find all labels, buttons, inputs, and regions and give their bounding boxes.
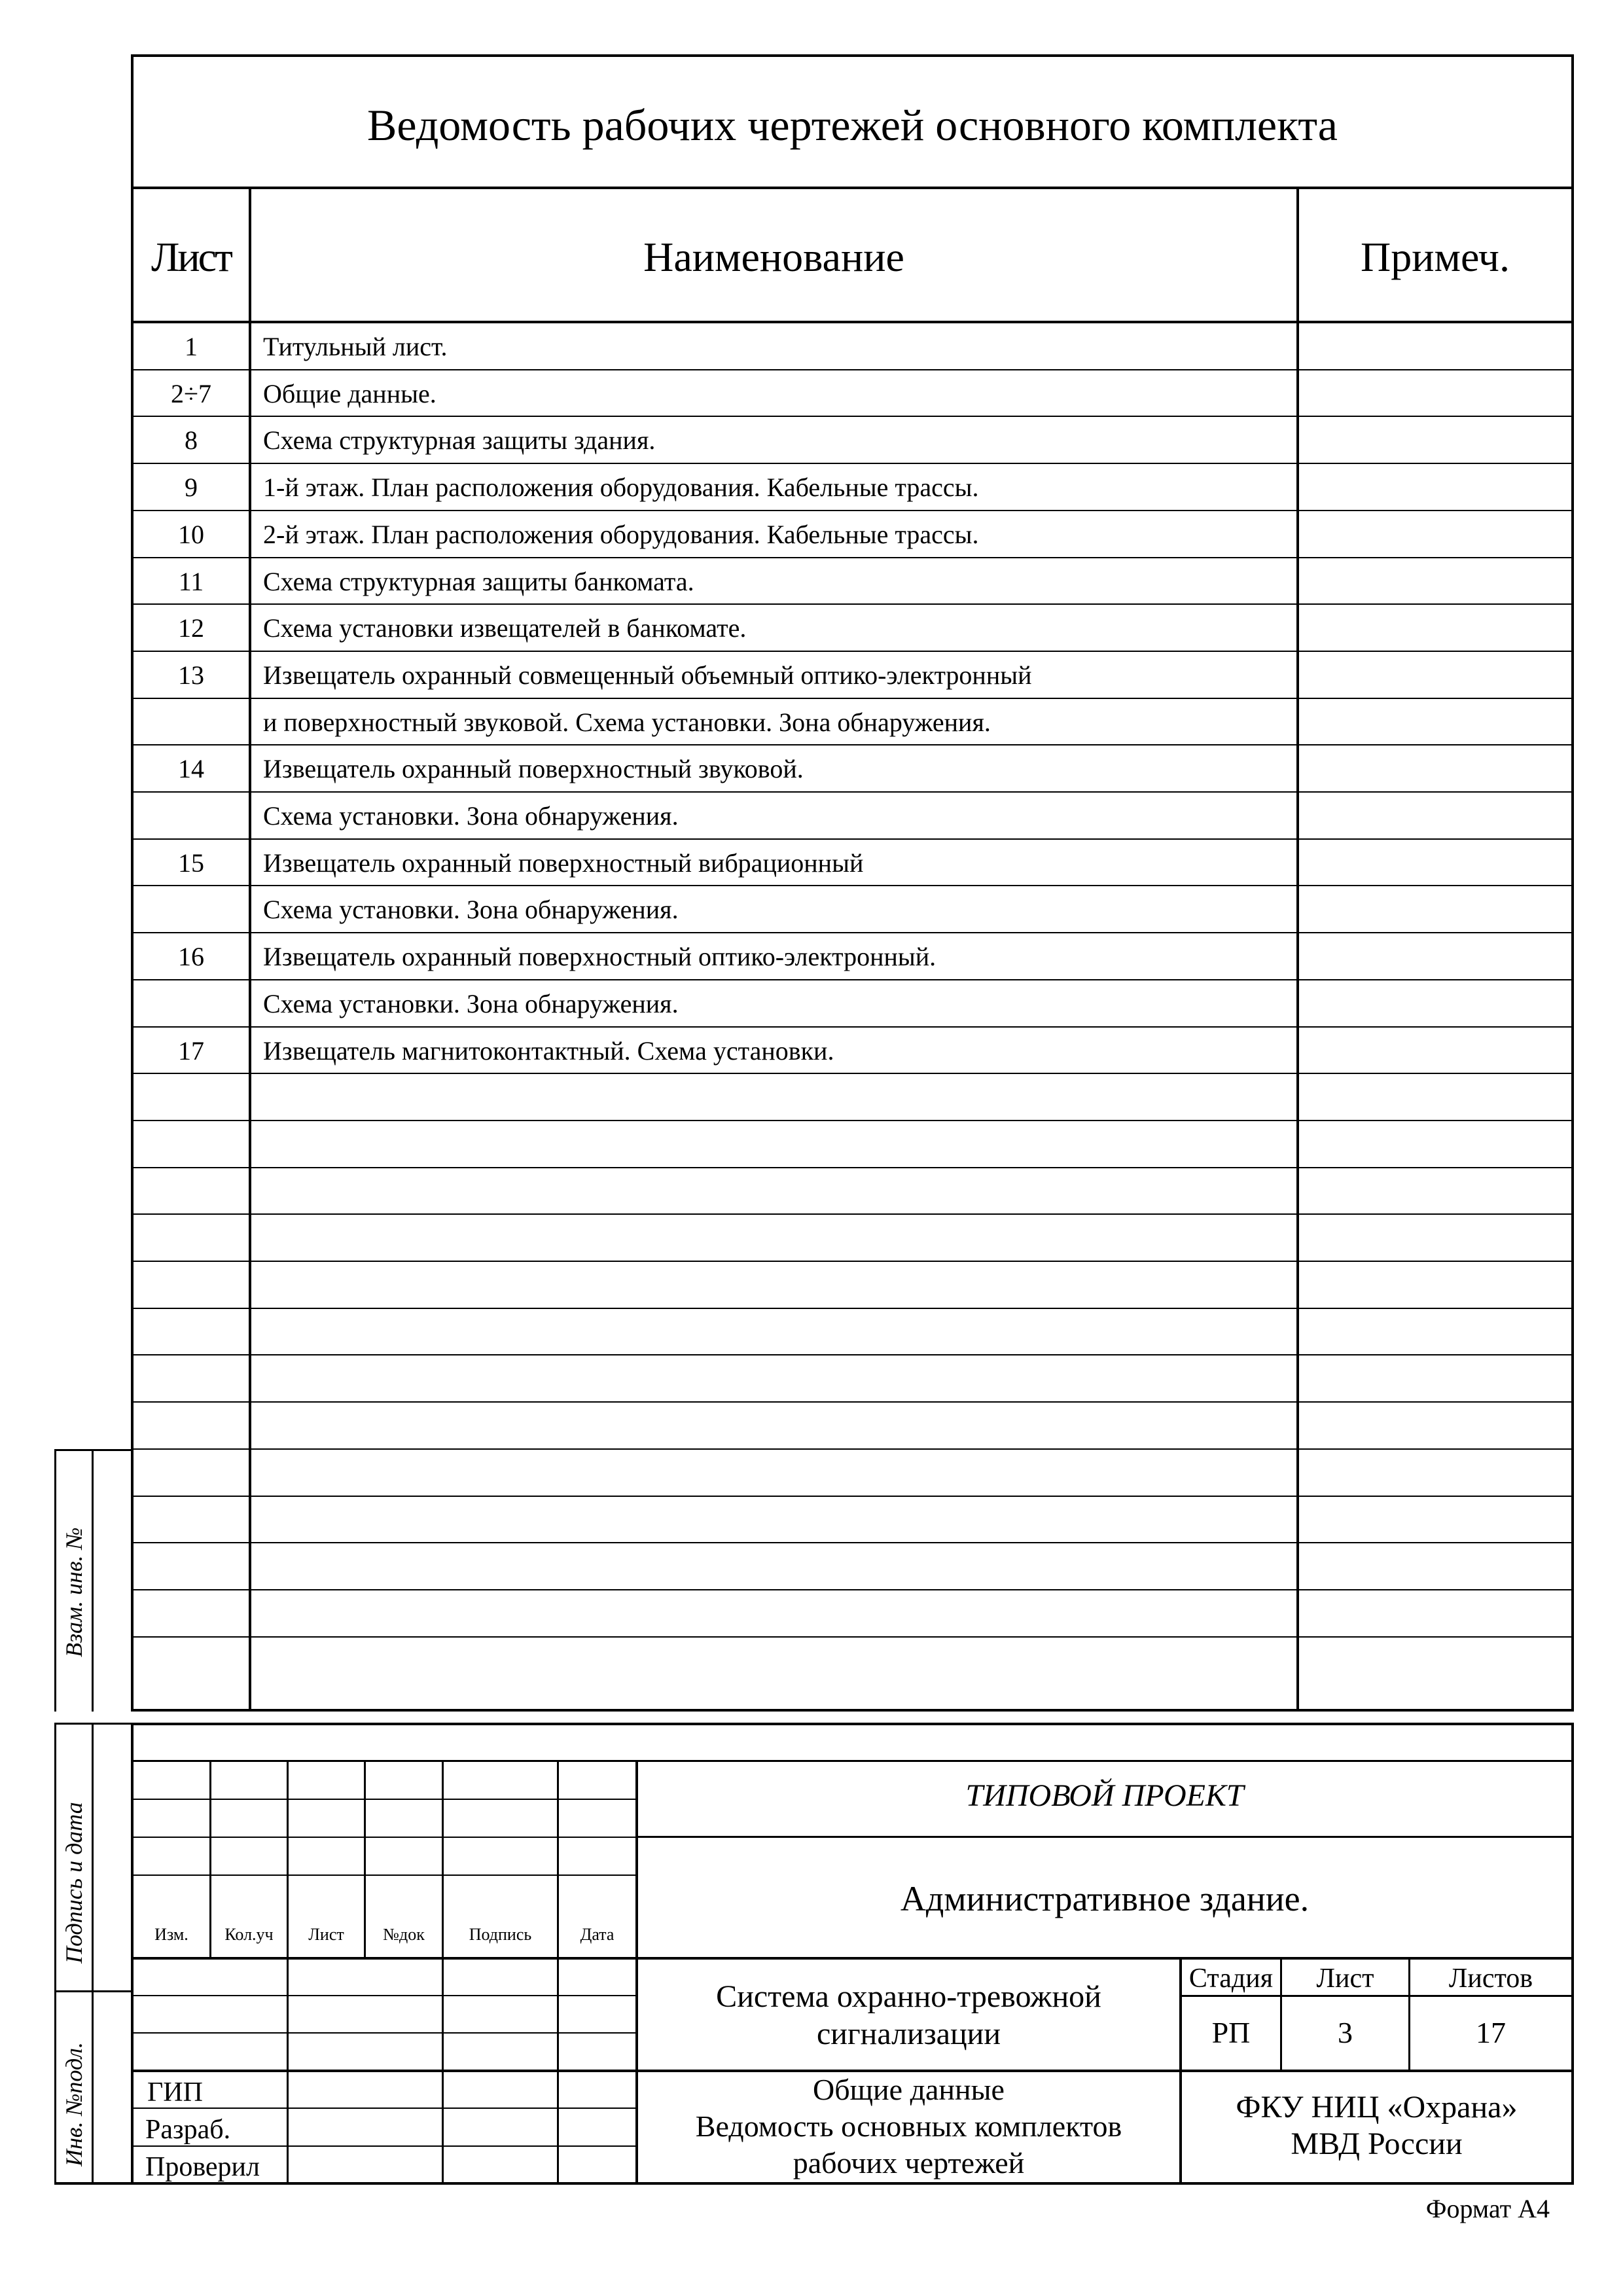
stamp-header-signature: Подпись bbox=[469, 1925, 532, 1944]
row-divider bbox=[134, 463, 1571, 464]
row-sheet-name: 1-й этаж. План расположения оборудования. Кабельные трассы. bbox=[263, 473, 979, 502]
row-sheet-name: Извещатель магнитоконтактный. Схема установки. bbox=[263, 1036, 834, 1066]
row-divider bbox=[134, 1026, 1571, 1028]
sheet-value: 3 bbox=[1338, 2016, 1353, 2049]
document-name-line2: Ведомость основных комплектов bbox=[695, 2109, 1122, 2143]
sheet-header: Лист bbox=[1316, 1964, 1374, 1994]
column-header-name: Наименование bbox=[643, 234, 904, 280]
row-sheet-number: 9 bbox=[185, 473, 198, 502]
sheets-header: Листов bbox=[1448, 1964, 1533, 1994]
row-divider bbox=[134, 1120, 1571, 1121]
sheets-value: 17 bbox=[1476, 2016, 1506, 2049]
typical-project-label: ТИПОВОЙ ПРОЕКТ bbox=[965, 1778, 1244, 1813]
stamp-header-date: Дата bbox=[580, 1925, 615, 1944]
row-sheet-number: 16 bbox=[178, 942, 204, 971]
row-sheet-name: Схема установки извещателей в банкомате. bbox=[263, 613, 747, 643]
role-checker: Проверил bbox=[145, 2152, 260, 2182]
row-sheet-name: Схема структурная защиты банкомата. bbox=[263, 567, 694, 596]
row-divider bbox=[134, 838, 1571, 840]
row-sheet-name: и поверхностный звуковой. Схема установки. Зона обнаружения. bbox=[263, 708, 991, 737]
row-divider bbox=[134, 1496, 1571, 1497]
row-divider bbox=[134, 932, 1571, 933]
row-sheet-name: Извещатель охранный поверхностный вибрационный bbox=[263, 848, 864, 878]
role-chief-engineer: ГИП bbox=[147, 2077, 203, 2108]
row-divider bbox=[134, 651, 1571, 652]
row-sheet-number: 2÷7 bbox=[171, 379, 211, 408]
stamp-header-count: Кол.уч bbox=[224, 1925, 274, 1944]
stamp-header-sheet: Лист bbox=[308, 1925, 344, 1944]
system-name-line1: Система охранно-тревожной bbox=[716, 1979, 1101, 2014]
stage-header: Стадия bbox=[1188, 1964, 1274, 1994]
page-title: Ведомость рабочих чертежей основного комплекта bbox=[367, 100, 1338, 150]
object-name: Административное здание. bbox=[900, 1879, 1310, 1918]
stamp-header-doc: №док bbox=[383, 1925, 425, 1944]
row-sheet-name: Извещатель охранный совмещенный объемный оптико-электронный bbox=[263, 660, 1032, 690]
organization-line2: МВД России bbox=[1291, 2126, 1463, 2161]
row-sheet-name: Общие данные. bbox=[263, 379, 437, 408]
document-name-line1: Общие данные bbox=[813, 2073, 1005, 2106]
row-sheet-number: 12 bbox=[178, 613, 204, 643]
column-header-note: Примеч. bbox=[1361, 234, 1510, 280]
row-sheet-name: 2-й этаж. План расположения оборудования. Кабельные трассы. bbox=[263, 520, 979, 549]
column-header-sheet: Лист bbox=[151, 234, 232, 280]
row-divider bbox=[134, 1589, 1571, 1590]
row-sheet-name: Схема установки. Зона обнаружения. bbox=[263, 895, 679, 924]
role-developer: Разраб. bbox=[145, 2115, 231, 2145]
row-divider bbox=[134, 1073, 1571, 1074]
row-divider bbox=[134, 1213, 1571, 1215]
row-sheet-number: 13 bbox=[178, 660, 204, 690]
row-divider bbox=[134, 885, 1571, 886]
row-divider bbox=[134, 603, 1571, 605]
row-sheet-name: Извещатель охранный поверхностный звуковой. bbox=[263, 754, 804, 783]
original-inventory-label: Инв. №подл. bbox=[61, 2042, 87, 2166]
row-divider bbox=[134, 1401, 1571, 1403]
row-divider bbox=[134, 744, 1571, 745]
row-divider bbox=[134, 1636, 1571, 1638]
row-sheet-name: Схема установки. Зона обнаружения. bbox=[263, 801, 679, 831]
format-label: Формат А4 bbox=[1425, 2194, 1550, 2223]
row-sheet-number: 17 bbox=[178, 1036, 204, 1066]
row-sheet-number: 1 bbox=[185, 332, 198, 361]
system-name-line2: сигнализации bbox=[816, 2017, 1001, 2051]
row-divider bbox=[134, 698, 1571, 699]
row-divider bbox=[134, 416, 1571, 417]
row-divider bbox=[134, 369, 1571, 370]
row-sheet-number: 8 bbox=[185, 425, 198, 455]
row-divider bbox=[134, 1308, 1571, 1309]
row-divider bbox=[134, 791, 1571, 793]
stamp-header-change: Изм. bbox=[154, 1925, 188, 1944]
signature-date-label: Подпись и дата bbox=[61, 1802, 87, 1964]
row-divider bbox=[134, 557, 1571, 558]
row-sheet-number: 10 bbox=[178, 520, 204, 549]
organization-line1: ФКУ НИЦ «Охрана» bbox=[1236, 2090, 1518, 2125]
row-sheet-number: 14 bbox=[178, 754, 204, 783]
row-sheet-number: 15 bbox=[178, 848, 204, 878]
document-name-line3: рабочих чертежей bbox=[793, 2146, 1025, 2179]
row-divider bbox=[134, 979, 1571, 980]
row-sheet-name: Схема установки. Зона обнаружения. bbox=[263, 989, 679, 1018]
row-sheet-name: Схема структурная защиты здания. bbox=[263, 425, 656, 455]
row-sheet-name: Титульный лист. bbox=[263, 332, 448, 361]
row-divider bbox=[134, 510, 1571, 511]
row-sheet-name: Извещатель охранный поверхностный оптико-электронный. bbox=[263, 942, 936, 971]
stage-value: РП bbox=[1211, 2016, 1251, 2049]
row-sheet-number: 11 bbox=[178, 567, 204, 596]
row-divider bbox=[134, 1448, 1571, 1450]
replaced-inventory-label: Взам. инв. № bbox=[61, 1527, 87, 1657]
row-divider bbox=[134, 1167, 1571, 1168]
row-divider bbox=[134, 1354, 1571, 1355]
row-divider bbox=[134, 1542, 1571, 1543]
row-divider bbox=[134, 1261, 1571, 1262]
